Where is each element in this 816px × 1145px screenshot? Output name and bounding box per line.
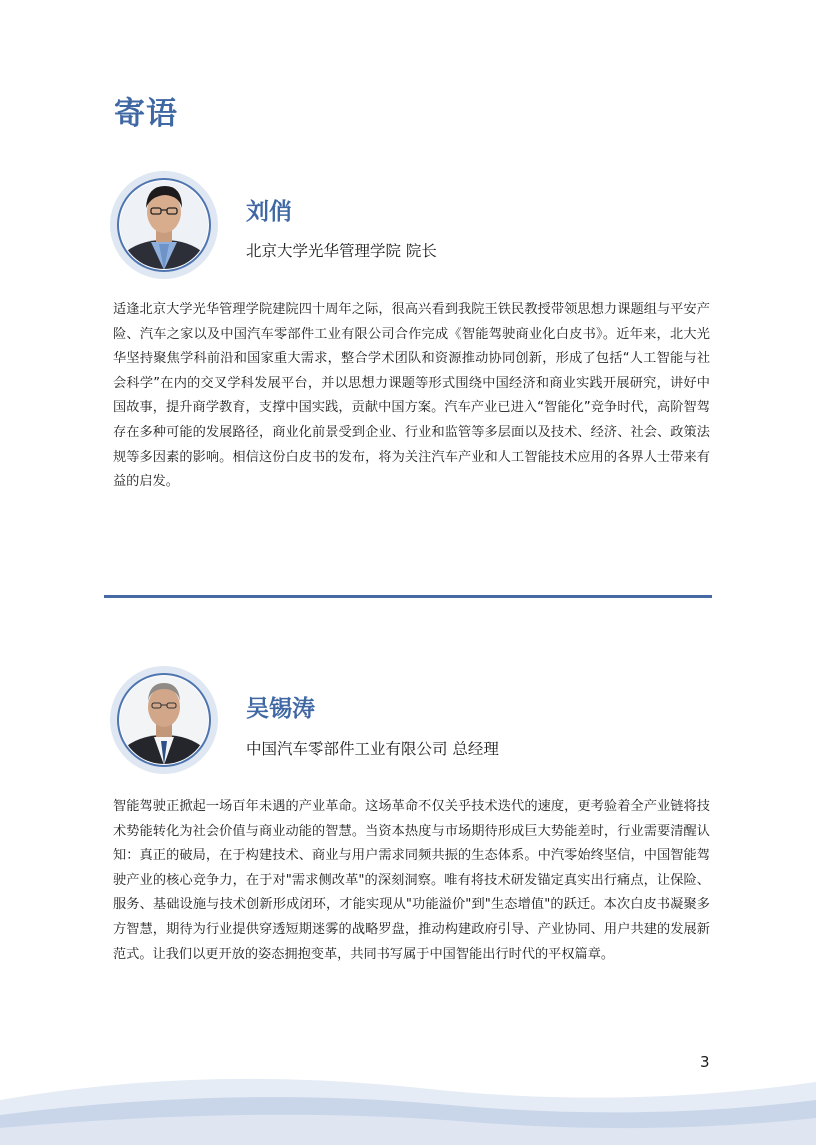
- portrait-photo-icon: [109, 665, 219, 775]
- page-number: 3: [700, 1053, 710, 1071]
- person-title: 中国汽车零部件工业有限公司 总经理: [246, 740, 499, 758]
- portrait-liu-qiao: [109, 170, 219, 280]
- footer-wave-decoration: [0, 1060, 816, 1145]
- portrait-photo-icon: [109, 170, 219, 280]
- section-divider: [104, 595, 712, 598]
- person-name: 吴锡涛: [246, 696, 315, 722]
- person-name: 刘俏: [246, 199, 292, 225]
- message-paragraph: 适逢北京大学光华管理学院建院四十周年之际，很高兴看到我院王铁民教授带领思想力课题组与平安产险、汽车之家以及中国汽车零部件工业有限公司合作完成《智能驾驶商业化白皮书》。近年来，北大光华坚持聚焦学科前沿和国家重大需求，整合学术团队和资源推动协同创新，形成了包括“人工智能与社会科学”在内的交叉学科发展平台，并以思想力课题等形式围绕中国经济和商业实践开展研究，讲好中国故事，提升商学教育，支撑中国实践，贡献中国方案。汽车产业已进入“智能化”竞争时代，高阶智驾存在多种可能的发展路径，商业化前景受到企业、行业和监管等多层面以及技术、经济、社会、政策法规等多因素的影响。相信这份白皮书的发布，将为关注汽车产业和人工智能技术应用的各界人士带来有益的启发。: [113, 302, 710, 490]
- portrait-wu-xitao: [109, 665, 219, 775]
- person-title: 北京大学光华管理学院 院长: [246, 242, 437, 260]
- page-title: 寄语: [114, 96, 178, 132]
- message-paragraph: 智能驾驶正掀起一场百年未遇的产业革命。这场革命不仅关乎技术迭代的速度，更考验着全产业链将技术势能转化为社会价值与商业动能的智慧。当资本热度与市场期待形成巨大势能差时，行业需要清醒认知：真正的破局，在于构建技术、商业与用户需求同频共振的生态体系。中汽零始终坚信，中国智能驾驶产业的核心竞争力，在于对"需求侧改革"的深刻洞察。唯有将技术研发锚定真实出行痛点，让保险、服务、基础设施与技术创新形成闭环，才能实现从"功能溢价"到"生态增值"的跃迁。本次白皮书凝聚多方智慧，期待为行业提供穿透短期迷雾的战略罗盘，推动构建政府引导、产业协同、用户共建的发展新范式。让我们以更开放的姿态拥抱变革，共同书写属于中国智能出行时代的平权篇章。: [113, 799, 710, 962]
